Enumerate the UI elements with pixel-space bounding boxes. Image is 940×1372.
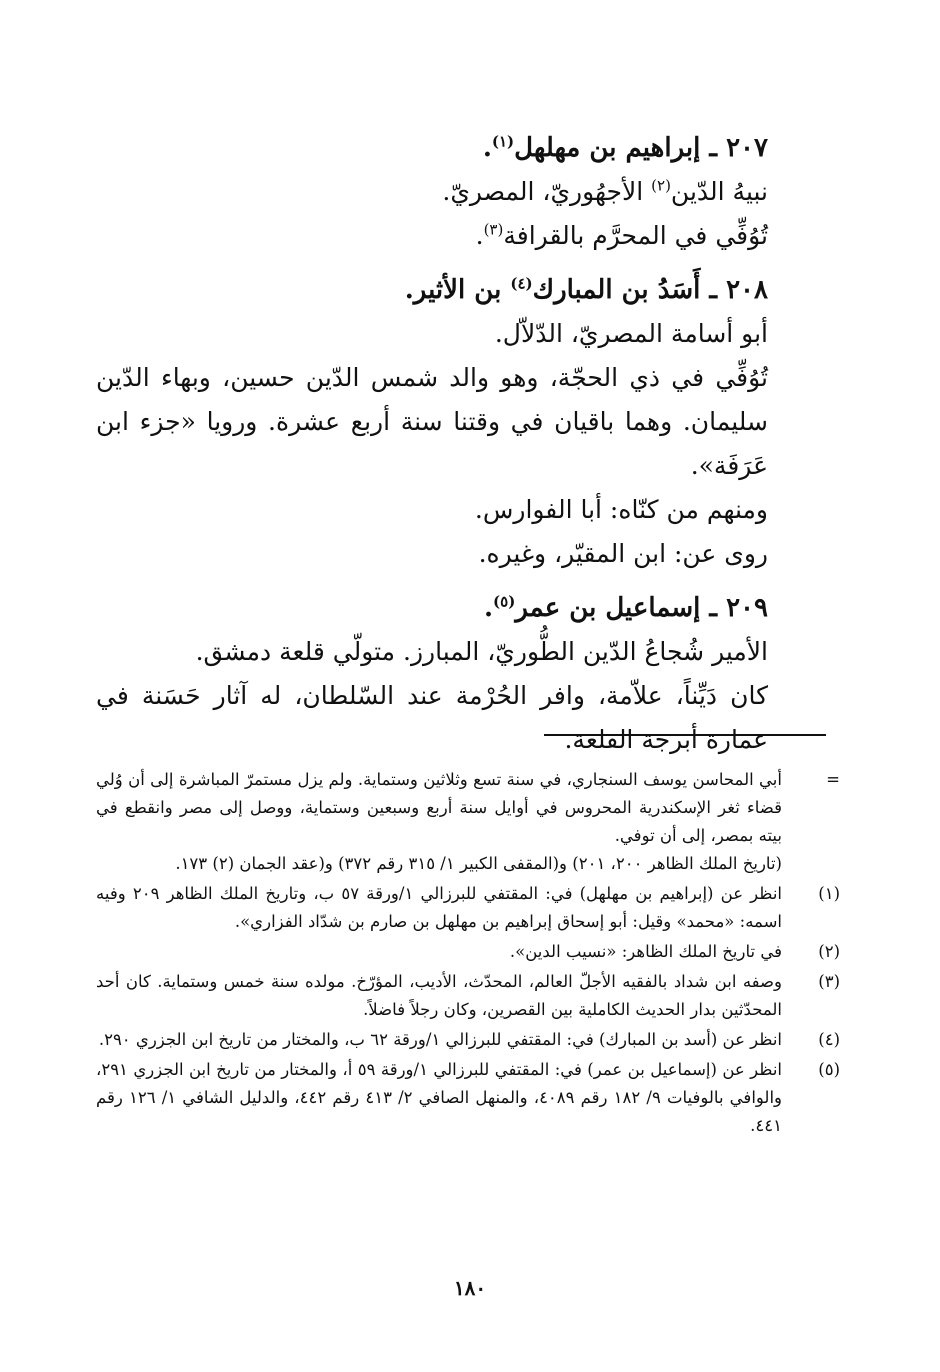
entry-line: تُوُفِّي في المحرَّم بالقرافة$^{(٣)}$. bbox=[475, 220, 768, 250]
footnote-5 bbox=[96, 1056, 840, 1140]
footnote-ref[interactable]: (٥) bbox=[493, 592, 516, 611]
continuation-marker: = bbox=[826, 770, 840, 789]
entry-line: روى عن: ابن المقيّر، وغيره. bbox=[478, 539, 768, 568]
entry-line: أبو أسامة المصريّ، الدّلاّل. bbox=[494, 319, 768, 348]
footnote-number: (١) bbox=[818, 884, 840, 903]
footnote-ref[interactable]: (٣) bbox=[483, 220, 504, 239]
entry-title-208: ٢٠٨ ـ أَسَدُ بن المبارك$^{(٤)}$ بن الأثير. bbox=[404, 274, 768, 305]
entry-paragraph: كان دَيِّناً، علاّمة، وافر الحُرْمة عند السّلطان، له آثار حَسَنة في عمارة أبرجة القلعة. bbox=[96, 681, 768, 754]
footnote-text: وصفه ابن شداد بالفقيه الأجلّ العالم، المحدّث، الأديب، المؤرّخ. مولده سنة خمس وستماية. كان أحد المحدّثين بدار الحديث الكاملية بين القصرين، وكان رجلاً فاضلاً. bbox=[96, 972, 782, 1019]
entry-line: ومنهم من كنّاه: أبا الفوارس. bbox=[474, 495, 768, 524]
entry-line: الأمير شُجاعُ الدّين الطُّوريّ، المبارز. متولّي قلعة دمشق. bbox=[195, 637, 768, 666]
entry-title-207: ٢٠٧ ـ إبراهيم بن مهلهل$^{(١)}$. bbox=[482, 132, 768, 163]
footnote-number: (٥) bbox=[818, 1060, 840, 1079]
entry-line: نبيهُ الدّين$^{(٢)}$ الأجهُوريّ، المصريّ. bbox=[442, 176, 768, 206]
footnote-text: انظر عن (إسماعيل بن عمر) في: المقتفي للبرزالي ١/ورقة ٥٩ أ، والمختار من تاريخ ابن الجزري ٢٩١، والوافي بالوفيات ٩/ ١٨٢ رقم ٤٠٨٩، والمنهل الصافي ٢/ ٤١٣ رقم ٤٤٢، والدليل الشافي ١/ ١٢٦ رقم ٤٤١. bbox=[96, 1060, 783, 1135]
footnote-ref[interactable]: (٤) bbox=[510, 274, 533, 293]
footnote-number: (٣) bbox=[818, 972, 840, 991]
footnote-1 bbox=[96, 880, 840, 936]
page-number: ١٨٠ bbox=[453, 1276, 487, 1300]
footnotes bbox=[96, 766, 840, 1142]
entry-title-209: ٢٠٩ ـ إسماعيل بن عمر$^{(٥)}$. bbox=[483, 592, 768, 623]
footnote-continuation bbox=[96, 766, 840, 878]
footnote-ref[interactable]: (١) bbox=[491, 132, 515, 151]
footnote-ref[interactable]: (٢) bbox=[651, 176, 671, 195]
footnote-number: (٤) bbox=[818, 1030, 840, 1049]
footnote-text: انظر عن (أسد بن المبارك) في: المقتفي للبرزالي ١/ورقة ٦٢ ب، والمختار من تاريخ ابن الجزري ٢٩٠. bbox=[98, 1030, 782, 1049]
continuation-text: أبي المحاسن يوسف السنجاري، في سنة تسع وثلاثين وستماية. ولم يزل مستمرّ المباشرة إلى أن وُلي قضاء ثغر الإسكندرية المحروس في أوايل سنة أربع وسبعين وستماية، ووصل إلى مصر وانقطع في بيته بمصر، إلى أن توفي. (تاريخ الملك الظاهر ٢٠٠، ٢٠١) و(المقفى الكبير ١/ ٣١٥ رقم ٣٧٢) و(عقد الجمان (٢) ١٧٣. bbox=[96, 770, 782, 873]
footnote-separator bbox=[544, 734, 826, 736]
footnote-number: (٢) bbox=[818, 942, 840, 961]
footnote-3 bbox=[96, 968, 840, 1024]
footnote-text: انظر عن (إبراهيم بن مهلهل) في: المقتفي للبرزالي ١/ورقة ٥٧ ب، وتاريخ الملك الظاهر ٢٠٩ وفيه اسمه: «محمد» وقيل: أبو إسحاق إبراهيم بن مهلهل بن صارم بن شدّاد الفزاري». bbox=[96, 884, 782, 931]
main-text bbox=[96, 126, 840, 762]
footnote-text: في تاريخ الملك الظاهر: «نسيب الدين». bbox=[509, 942, 782, 961]
footnote-2 bbox=[96, 938, 840, 966]
footnote-4 bbox=[96, 1026, 840, 1054]
entry-paragraph: تُوُفِّي في ذي الحجّة، وهو والد شمس الدّين حسين، وبهاء الدّين سليمان. وهما باقيان في وقتنا سنة أربع عشرة. ورويا «جزء ابن عَرَفَة». bbox=[96, 363, 768, 480]
